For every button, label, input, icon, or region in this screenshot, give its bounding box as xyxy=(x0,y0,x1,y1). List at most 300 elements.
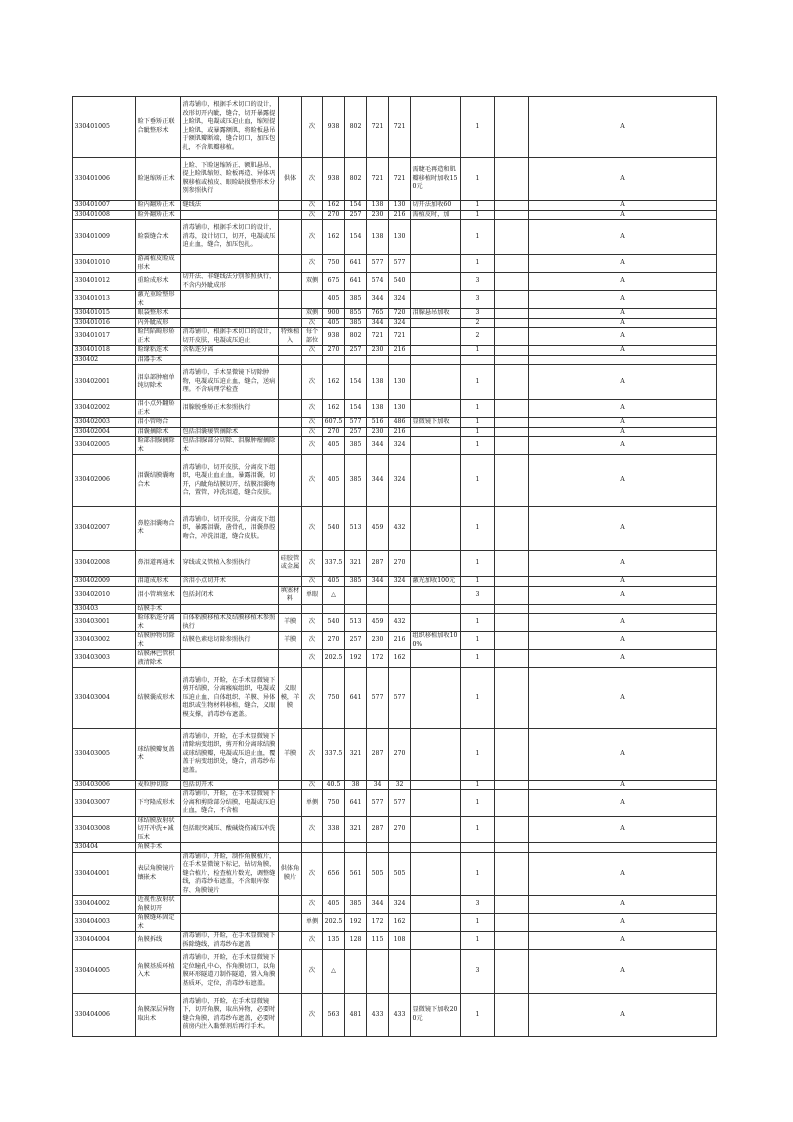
excluded-materials-cell xyxy=(279,220,302,255)
type-cell: A xyxy=(529,914,717,932)
item-name-cell: 结膜肿物切除术 xyxy=(136,632,181,650)
item-code-cell: 330402002 xyxy=(73,400,136,418)
table-row xyxy=(73,932,717,950)
type-cell: A xyxy=(529,993,717,1037)
unit-cell: 次 xyxy=(302,577,323,587)
unit-cell: 单眼 xyxy=(302,586,323,604)
item-desc-cell: 含粘连分离 xyxy=(181,346,279,356)
unit-cell: 次 xyxy=(302,365,323,400)
item-code-cell: 330404004 xyxy=(73,932,136,950)
type-cell: A xyxy=(529,220,717,255)
price-tier2-cell: 802 xyxy=(345,157,367,201)
item-code-cell: 330403001 xyxy=(73,614,136,632)
price-tier3-cell: 230 xyxy=(367,427,389,437)
type-cell: A xyxy=(529,950,717,994)
item-code-cell: 330403003 xyxy=(73,650,136,668)
price-tier1-cell: 270 xyxy=(323,210,345,220)
price-tier4-cell: 721 xyxy=(389,97,411,158)
price-tier1-cell: 162 xyxy=(323,220,345,255)
note-cell xyxy=(411,604,461,614)
table-row xyxy=(73,843,717,853)
item-code-cell: 330402005 xyxy=(73,437,136,455)
price-tier1-cell: 270 xyxy=(323,632,345,650)
category-cell: 1 xyxy=(461,201,495,211)
excluded-materials-cell xyxy=(279,365,302,400)
type-cell: A xyxy=(529,365,717,400)
price-tier2-cell: 154 xyxy=(345,400,367,418)
table-row xyxy=(73,577,717,587)
category-cell xyxy=(461,843,495,853)
price-tier4-cell: 130 xyxy=(389,220,411,255)
item-name-cell: 球结膜瓣复盖术 xyxy=(136,728,181,780)
extra-cell xyxy=(495,437,529,455)
excluded-materials-cell xyxy=(279,455,302,507)
unit-cell xyxy=(302,604,323,614)
note-cell xyxy=(411,507,461,551)
type-cell: A xyxy=(529,97,717,158)
extra-cell xyxy=(495,896,529,914)
price-tier3-cell: 505 xyxy=(367,852,389,896)
price-tier4-cell: 577 xyxy=(389,668,411,729)
price-tier3-cell: 115 xyxy=(367,932,389,950)
price-tier3-cell: 459 xyxy=(367,614,389,632)
excluded-materials-cell xyxy=(279,273,302,291)
category-cell: 1 xyxy=(461,577,495,587)
table-row xyxy=(73,255,717,273)
price-tier1-cell: 135 xyxy=(323,932,345,950)
type-cell: A xyxy=(529,790,717,817)
price-tier4-cell: 486 xyxy=(389,418,411,428)
unit-cell: 次 xyxy=(302,650,323,668)
item-code-cell: 330401010 xyxy=(73,255,136,273)
table-row xyxy=(73,400,717,418)
price-tier1-cell: 938 xyxy=(323,328,345,346)
item-name-cell: 下穹隆成形术 xyxy=(136,790,181,817)
excluded-materials-cell: 填塞材料 xyxy=(279,586,302,604)
price-tier1-cell: 675 xyxy=(323,273,345,291)
price-tier4-cell: 324 xyxy=(389,896,411,914)
item-name-cell: 睑球粘连分离术 xyxy=(136,614,181,632)
price-tier1-cell: 607.5 xyxy=(323,418,345,428)
unit-cell: 次 xyxy=(302,852,323,896)
excluded-materials-cell: 羊膜 xyxy=(279,632,302,650)
price-tier4-cell: 577 xyxy=(389,790,411,817)
category-cell: 1 xyxy=(461,550,495,577)
item-code-cell: 330402009 xyxy=(73,577,136,587)
item-name-cell: 泪阜部肿瘤单纯切除术 xyxy=(136,365,181,400)
item-name-cell: 角膜手术 xyxy=(136,843,181,853)
note-cell xyxy=(411,318,461,328)
price-tier3-cell: 344 xyxy=(367,896,389,914)
table-row xyxy=(73,97,717,158)
item-code-cell: 330401012 xyxy=(73,273,136,291)
item-code-cell: 330402010 xyxy=(73,586,136,604)
table-row xyxy=(73,355,717,365)
excluded-materials-cell xyxy=(279,437,302,455)
table-row xyxy=(73,201,717,211)
price-tier1-cell: △ xyxy=(323,586,345,604)
price-tier2-cell: 641 xyxy=(345,668,367,729)
price-tier1-cell: 540 xyxy=(323,507,345,551)
item-name-cell: 结膜囊成形术 xyxy=(136,668,181,729)
price-tier3-cell xyxy=(367,950,389,994)
table-row xyxy=(73,896,717,914)
item-name-cell: 睑外翻矫正术 xyxy=(136,210,181,220)
type-cell: A xyxy=(529,455,717,507)
excluded-materials-cell xyxy=(279,210,302,220)
price-tier3-cell: 138 xyxy=(367,365,389,400)
price-tier2-cell: 321 xyxy=(345,816,367,843)
excluded-materials-cell xyxy=(279,318,302,328)
note-cell xyxy=(411,843,461,853)
note-cell xyxy=(411,365,461,400)
price-tier4-cell: 505 xyxy=(389,852,411,896)
price-tier2-cell: 385 xyxy=(345,318,367,328)
item-desc-cell: 含泪小点切开术 xyxy=(181,577,279,587)
excluded-materials-cell xyxy=(279,914,302,932)
price-tier1-cell: 750 xyxy=(323,668,345,729)
type-cell: A xyxy=(529,255,717,273)
price-tier3-cell: 577 xyxy=(367,255,389,273)
price-tier3-cell: 344 xyxy=(367,318,389,328)
price-tier4-cell: 577 xyxy=(389,255,411,273)
item-desc-cell: 泪腺脱垂矫正术参照执行 xyxy=(181,400,279,418)
note-cell xyxy=(411,790,461,817)
item-name-cell: 睑裂缝合术 xyxy=(136,220,181,255)
price-tier4-cell: 162 xyxy=(389,914,411,932)
category-cell: 3 xyxy=(461,950,495,994)
note-cell: 需睫毛再造和肌瓣移植时加收150元 xyxy=(411,157,461,201)
note-cell: 显微镜下加收200元 xyxy=(411,993,461,1037)
unit-cell: 次 xyxy=(302,400,323,418)
table-row xyxy=(73,604,717,614)
extra-cell xyxy=(495,650,529,668)
price-tier2-cell: 257 xyxy=(345,632,367,650)
item-name-cell: 鼻泪道再通术 xyxy=(136,550,181,577)
type-cell: A xyxy=(529,550,717,577)
note-cell: 组织移植加收100% xyxy=(411,632,461,650)
table-row xyxy=(73,273,717,291)
item-name-cell: 睑缘粘连术 xyxy=(136,346,181,356)
price-tier4-cell xyxy=(389,604,411,614)
item-code-cell: 330403008 xyxy=(73,816,136,843)
item-name-cell: 游离植皮睑成形术 xyxy=(136,255,181,273)
note-cell xyxy=(411,668,461,729)
price-tier4-cell: 216 xyxy=(389,427,411,437)
extra-cell xyxy=(495,328,529,346)
type-cell: A xyxy=(529,346,717,356)
table-row xyxy=(73,427,717,437)
extra-cell xyxy=(495,790,529,817)
price-tier4-cell: 324 xyxy=(389,318,411,328)
excluded-materials-cell xyxy=(279,427,302,437)
price-tier1-cell: 900 xyxy=(323,309,345,319)
item-desc-cell xyxy=(181,318,279,328)
table-row xyxy=(73,507,717,551)
note-cell xyxy=(411,220,461,255)
item-desc-cell: 自体粘膜移植术及结膜移植术参照执行 xyxy=(181,614,279,632)
category-cell: 3 xyxy=(461,273,495,291)
item-code-cell: 330402004 xyxy=(73,427,136,437)
type-cell: A xyxy=(529,328,717,346)
extra-cell xyxy=(495,157,529,201)
note-cell xyxy=(411,400,461,418)
item-name-cell: 睑退缩矫正术 xyxy=(136,157,181,201)
price-tier3-cell xyxy=(367,586,389,604)
item-name-cell: 角膜拆线 xyxy=(136,932,181,950)
price-table xyxy=(72,96,717,1037)
category-cell: 1 xyxy=(461,255,495,273)
item-code-cell: 330402007 xyxy=(73,507,136,551)
table-row xyxy=(73,950,717,994)
note-cell xyxy=(411,816,461,843)
item-desc-cell: 上睑、下睑退缩矫正、额肌悬吊、提上睑肌缩短、睑板再造、异体巩膜移植或植皮、眼睑缺损整形术分别参照执行 xyxy=(181,157,279,201)
price-tier1-cell: 270 xyxy=(323,346,345,356)
extra-cell xyxy=(495,993,529,1037)
price-tier4-cell: 720 xyxy=(389,309,411,319)
item-name-cell: 睑下垂矫正联合眦整形术 xyxy=(136,97,181,158)
price-tier2-cell: 154 xyxy=(345,365,367,400)
price-tier2-cell: 561 xyxy=(345,852,367,896)
extra-cell xyxy=(495,309,529,319)
item-desc-cell: 消毒铺巾，根据手术切口的设计，改形切开内眦，缝合，切开暴露提上睑肌，电凝或压迫止血，缩短提上睑肌，或暴露额肌，将睑板悬吊于额肌瓣断端，缝合切口，加压包扎，不含肌瓣移植。 xyxy=(181,97,279,158)
price-tier4-cell: 432 xyxy=(389,614,411,632)
extra-cell xyxy=(495,604,529,614)
price-tier4-cell: 108 xyxy=(389,932,411,950)
price-tier1-cell: 405 xyxy=(323,437,345,455)
item-desc-cell: 消毒铺巾，根据手术切口的设计，切开皮肤，电凝或压迫止 xyxy=(181,328,279,346)
type-cell: A xyxy=(529,650,717,668)
price-tier3-cell: 721 xyxy=(367,97,389,158)
price-tier3-cell: 138 xyxy=(367,201,389,211)
price-tier1-cell: 656 xyxy=(323,852,345,896)
unit-cell: 次 xyxy=(302,318,323,328)
extra-cell xyxy=(495,780,529,790)
extra-cell xyxy=(495,932,529,950)
extra-cell xyxy=(495,843,529,853)
table-row xyxy=(73,586,717,604)
item-desc-cell: 包括眼突减压、酸碱烧伤减压冲洗 xyxy=(181,816,279,843)
item-desc-cell: 包括泪囊瘘管摘除术 xyxy=(181,427,279,437)
excluded-materials-cell: 特殊植入 xyxy=(279,328,302,346)
item-desc-cell: 消毒铺巾，开睑，在手术显微镜下剪开结膜，分离瘢痕组织，电凝或压迫止血，自体组织、羊膜、异体组织或生物材料移植，缝合，义眼模支撑，消毒纱布遮盖。 xyxy=(181,668,279,729)
extra-cell xyxy=(495,507,529,551)
category-cell: 1 xyxy=(461,914,495,932)
price-tier2-cell xyxy=(345,604,367,614)
extra-cell xyxy=(495,577,529,587)
item-name-cell: 激光重睑整形术 xyxy=(136,291,181,309)
category-cell xyxy=(461,355,495,365)
price-tier3-cell: 577 xyxy=(367,668,389,729)
item-desc-cell: 穿线或义管植入参照执行 xyxy=(181,550,279,577)
type-cell: A xyxy=(529,632,717,650)
category-cell: 1 xyxy=(461,650,495,668)
note-cell xyxy=(411,932,461,950)
item-name-cell: 泪道成形术 xyxy=(136,577,181,587)
item-desc-cell xyxy=(181,896,279,914)
type-cell: A xyxy=(529,157,717,201)
type-cell: A xyxy=(529,932,717,950)
price-tier1-cell: 162 xyxy=(323,400,345,418)
note-cell: 需植皮时，加 xyxy=(411,210,461,220)
table-row xyxy=(73,365,717,400)
unit-cell: 次 xyxy=(302,507,323,551)
price-tier3-cell: 459 xyxy=(367,507,389,551)
item-name-cell: 角膜深层异物取出术 xyxy=(136,993,181,1037)
price-tier1-cell: 540 xyxy=(323,614,345,632)
unit-cell: 次 xyxy=(302,932,323,950)
price-tier1-cell: 337.5 xyxy=(323,728,345,780)
item-code-cell: 330401015 xyxy=(73,309,136,319)
price-tier2-cell xyxy=(345,843,367,853)
item-code-cell: 330404 xyxy=(73,843,136,853)
extra-cell xyxy=(495,586,529,604)
extra-cell xyxy=(495,852,529,896)
price-tier4-cell: 324 xyxy=(389,291,411,309)
item-desc-cell xyxy=(181,914,279,932)
price-tier3-cell: 287 xyxy=(367,550,389,577)
extra-cell xyxy=(495,400,529,418)
price-tier4-cell: 130 xyxy=(389,365,411,400)
price-tier3-cell: 574 xyxy=(367,273,389,291)
type-cell xyxy=(529,355,717,365)
price-tier1-cell: 938 xyxy=(323,157,345,201)
price-tier1-cell: 750 xyxy=(323,255,345,273)
note-cell xyxy=(411,780,461,790)
excluded-materials-cell xyxy=(279,790,302,817)
category-cell: 2 xyxy=(461,328,495,346)
item-code-cell: 330404002 xyxy=(73,896,136,914)
item-name-cell: 眼袋整形术 xyxy=(136,309,181,319)
price-tier1-cell: △ xyxy=(323,950,345,994)
note-cell: 泪腺悬吊加收 xyxy=(411,309,461,319)
excluded-materials-cell xyxy=(279,950,302,994)
excluded-materials-cell xyxy=(279,346,302,356)
item-desc-cell: 缝线法 xyxy=(181,201,279,211)
excluded-materials-cell xyxy=(279,418,302,428)
table-row xyxy=(73,852,717,896)
price-tier2-cell: 641 xyxy=(345,790,367,817)
price-tier2-cell: 257 xyxy=(345,210,367,220)
type-cell: A xyxy=(529,201,717,211)
price-tier2-cell: 385 xyxy=(345,437,367,455)
price-tier1-cell: 405 xyxy=(323,455,345,507)
price-tier3-cell: 516 xyxy=(367,418,389,428)
unit-cell: 次 xyxy=(302,816,323,843)
note-cell xyxy=(411,852,461,896)
excluded-materials-cell xyxy=(279,780,302,790)
item-code-cell: 330401008 xyxy=(73,210,136,220)
item-desc-cell: 结膜色素痣切除参照执行 xyxy=(181,632,279,650)
extra-cell xyxy=(495,950,529,994)
note-cell xyxy=(411,291,461,309)
price-tier4-cell: 432 xyxy=(389,507,411,551)
type-cell: A xyxy=(529,586,717,604)
extra-cell xyxy=(495,914,529,932)
item-name-cell: 内外眦成形 xyxy=(136,318,181,328)
unit-cell: 单侧 xyxy=(302,790,323,817)
excluded-materials-cell: 义眼模，羊膜 xyxy=(279,668,302,729)
excluded-materials-cell xyxy=(279,843,302,853)
price-tier4-cell: 130 xyxy=(389,201,411,211)
unit-cell: 次 xyxy=(302,455,323,507)
item-name-cell: 角膜缝环固定术 xyxy=(136,914,181,932)
unit-cell: 次 xyxy=(302,896,323,914)
price-tier4-cell: 721 xyxy=(389,157,411,201)
excluded-materials-cell xyxy=(279,291,302,309)
price-tier1-cell xyxy=(323,843,345,853)
item-code-cell: 330404005 xyxy=(73,950,136,994)
excluded-materials-cell: 供体 xyxy=(279,157,302,201)
extra-cell xyxy=(495,455,529,507)
note-cell xyxy=(411,97,461,158)
type-cell: A xyxy=(529,437,717,455)
price-tier1-cell: 337.5 xyxy=(323,550,345,577)
item-desc-cell: 包括封闭术 xyxy=(181,586,279,604)
price-tier2-cell: 513 xyxy=(345,614,367,632)
extra-cell xyxy=(495,728,529,780)
item-name-cell: 睑凹陷畸形矫正术 xyxy=(136,328,181,346)
category-cell: 1 xyxy=(461,816,495,843)
price-tier3-cell xyxy=(367,843,389,853)
price-tier3-cell: 577 xyxy=(367,790,389,817)
item-desc-cell: 消毒铺巾，开睑，在手术显微镜下定位瞳孔中心，作角膜切口，以角膜环形隧道刀制作隧道，置入角膜基质环，定位，消毒纱布遮盖。 xyxy=(181,950,279,994)
price-tier4-cell: 270 xyxy=(389,816,411,843)
category-cell: 1 xyxy=(461,455,495,507)
price-tier3-cell: 344 xyxy=(367,437,389,455)
item-desc-cell: 消毒铺巾，根据手术切口的设计，消毒，设计切口，切开，电凝或压迫止血，缝合，加压包扎。 xyxy=(181,220,279,255)
table-row xyxy=(73,650,717,668)
category-cell: 1 xyxy=(461,157,495,201)
note-cell xyxy=(411,346,461,356)
unit-cell: 次 xyxy=(302,201,323,211)
category-cell: 1 xyxy=(461,220,495,255)
note-cell: 激光加收100元 xyxy=(411,577,461,587)
note-cell xyxy=(411,255,461,273)
note-cell xyxy=(411,437,461,455)
unit-cell: 次 xyxy=(302,97,323,158)
category-cell: 3 xyxy=(461,586,495,604)
item-desc-cell: 包括泪腺部分切除、泪腺肿瘤摘除术 xyxy=(181,437,279,455)
table-body xyxy=(73,97,717,1037)
item-code-cell: 330401016 xyxy=(73,318,136,328)
item-desc-cell xyxy=(181,210,279,220)
extra-cell xyxy=(495,427,529,437)
item-code-cell: 330401017 xyxy=(73,328,136,346)
price-tier1-cell: 750 xyxy=(323,790,345,817)
item-name-cell: 泪小管填塞术 xyxy=(136,586,181,604)
category-cell: 1 xyxy=(461,400,495,418)
item-desc-cell xyxy=(181,355,279,365)
price-tier2-cell: 481 xyxy=(345,993,367,1037)
type-cell: A xyxy=(529,427,717,437)
category-cell: 1 xyxy=(461,346,495,356)
excluded-materials-cell: 供体角膜片 xyxy=(279,852,302,896)
item-desc-cell xyxy=(181,309,279,319)
table-row xyxy=(73,668,717,729)
price-tier3-cell xyxy=(367,355,389,365)
excluded-materials-cell xyxy=(279,816,302,843)
item-code-cell: 330404006 xyxy=(73,993,136,1037)
price-tier4-cell: 721 xyxy=(389,328,411,346)
price-tier4-cell xyxy=(389,950,411,994)
table-row xyxy=(73,550,717,577)
price-tier2-cell: 641 xyxy=(345,255,367,273)
item-desc-cell: 消毒铺巾，开睑，在手术显微镜下分离和剪除部分结膜，电凝或压迫止血，缝合，不含植 xyxy=(181,790,279,817)
table-row xyxy=(73,780,717,790)
item-name-cell: 泪囊结膜囊吻合术 xyxy=(136,455,181,507)
price-tier1-cell: 270 xyxy=(323,427,345,437)
